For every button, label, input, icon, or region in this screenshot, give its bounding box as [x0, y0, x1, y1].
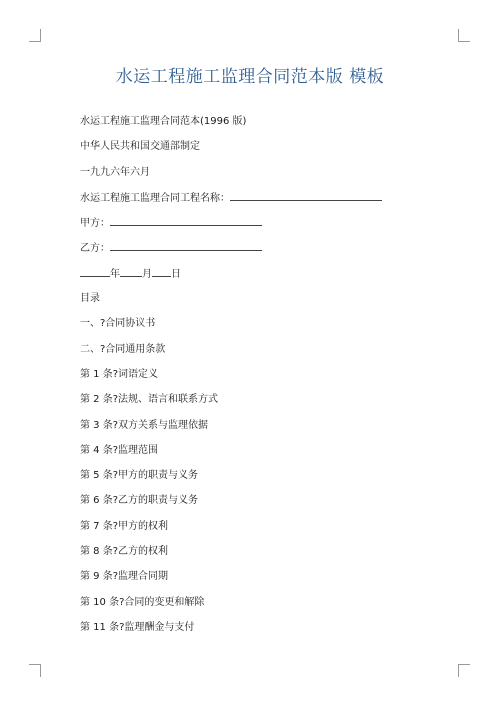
toc-item: 第 1 条?词语定义 [80, 368, 159, 380]
date-year-blank [80, 265, 110, 277]
toc-list [80, 315, 420, 644]
date-month-blank [120, 265, 142, 277]
toc-item: 第 2 条?法规、语言和联系方式 [80, 394, 219, 406]
toc-item: 第 6 条?乙方的职责与义务 [80, 495, 199, 507]
date-month-label: 月 [142, 268, 152, 280]
party-b-field [80, 239, 420, 264]
header-line-edition: 水运工程施工监理合同范本(1996 版) [80, 116, 247, 127]
toc-item: 第 5 条?甲方的职责与义务 [80, 470, 199, 482]
toc-item: 第 8 条?乙方的权利 [80, 546, 169, 558]
toc-item: 第 7 条?甲方的权利 [80, 520, 169, 532]
date-field [80, 265, 420, 290]
project-name-blank [230, 189, 382, 201]
toc-item: 第 4 条?监理范围 [80, 444, 159, 456]
date-day-blank [152, 265, 171, 277]
toc-item: 第 3 条?双方关系与监理依据 [80, 419, 209, 431]
header-line-issuer: 中华人民共和国交通部制定 [80, 141, 200, 153]
project-name-label: 水运工程施工监理合同工程名称： [80, 192, 230, 204]
party-a-label: 甲方： [80, 218, 110, 230]
project-name-field [80, 189, 420, 214]
party-a-blank [110, 214, 262, 226]
toc-item: 第 9 条?监理合同期 [80, 571, 169, 583]
toc-item: 第 11 条?监理酬金与支付 [80, 621, 195, 633]
toc-item: 二、?合同通用条款 [80, 343, 166, 355]
toc-item: 一、?合同协议书 [80, 318, 156, 330]
toc-item: 第 10 条?合同的变更和解除 [80, 596, 205, 608]
toc-heading: 目录 [80, 293, 100, 305]
header-line-date: 一九九六年六月 [80, 166, 150, 178]
date-year-label: 年 [110, 268, 120, 280]
document-title: 水运工程施工监理合同范本版 模板 [115, 67, 385, 87]
party-a-field [80, 214, 420, 239]
party-b-label: 乙方： [80, 243, 110, 255]
date-day-label: 日 [171, 268, 181, 280]
document-body [80, 113, 420, 644]
party-b-blank [110, 239, 262, 251]
